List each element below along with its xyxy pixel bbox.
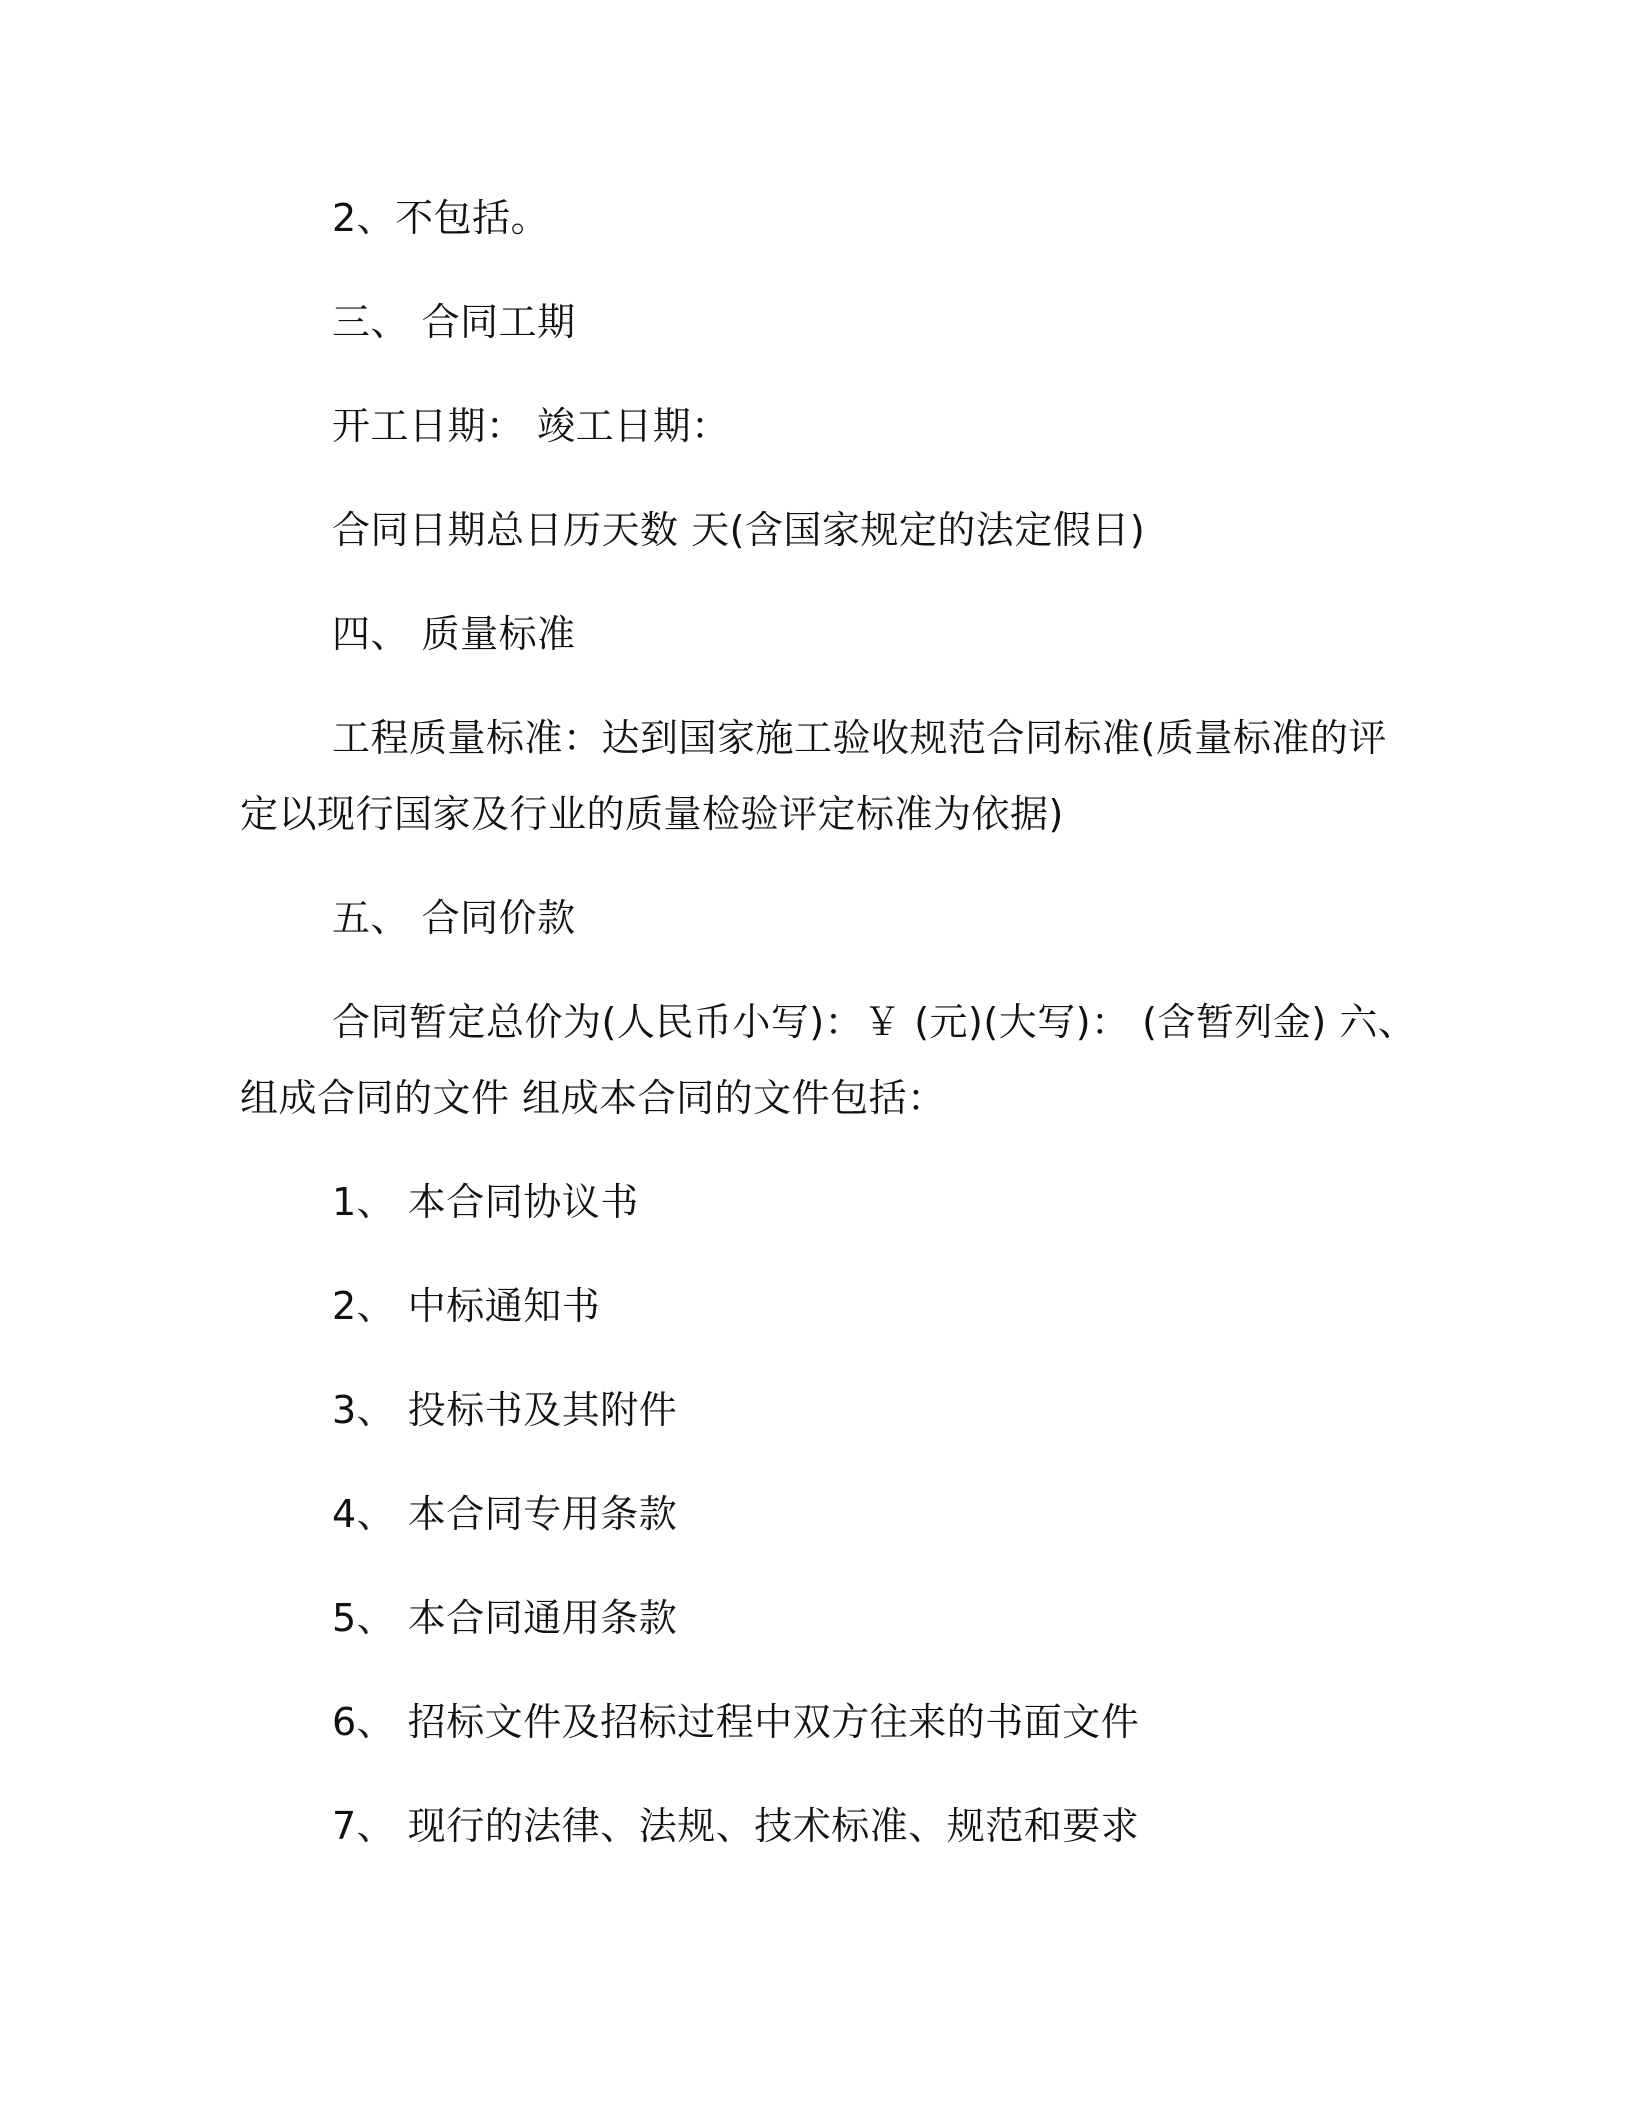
document-list-item-3: 3、 投标书及其附件 bbox=[332, 1388, 678, 1432]
quality-standard-paragraph-line-1: 工程质量标准：达到国家施工验收规范合同标准(质量标准的评 bbox=[332, 716, 1387, 760]
clause-2-exclusion: 2、不包括。 bbox=[332, 196, 550, 240]
document-list-item-5: 5、 本合同通用条款 bbox=[332, 1596, 678, 1640]
contract-price-paragraph-line-1: 合同暂定总价为(人民币小写)：￥ (元)(大写)： (含暂列金) 六、 bbox=[332, 1000, 1417, 1044]
contract-price-paragraph-line-2: 组成合同的文件 组成本合同的文件包括： bbox=[240, 1076, 946, 1120]
section-heading-contract-price: 五、 合同价款 bbox=[332, 896, 576, 940]
start-completion-dates: 开工日期： 竣工日期： bbox=[332, 404, 730, 448]
document-list-item-2: 2、 中标通知书 bbox=[332, 1284, 601, 1328]
document-list-item-7: 7、 现行的法律、法规、技术标准、规范和要求 bbox=[332, 1804, 1140, 1848]
document-list-item-4: 4、 本合同专用条款 bbox=[332, 1492, 678, 1536]
document-list-item-1: 1、 本合同协议书 bbox=[332, 1180, 639, 1224]
quality-standard-paragraph-line-2: 定以现行国家及行业的质量检验评定标准为依据) bbox=[240, 792, 1064, 836]
total-calendar-days: 合同日期总日历天数 天(含国家规定的法定假日) bbox=[332, 508, 1146, 552]
section-heading-contract-period: 三、 合同工期 bbox=[332, 300, 576, 344]
document-list-item-6: 6、 招标文件及招标过程中双方往来的书面文件 bbox=[332, 1700, 1140, 1744]
section-heading-quality-standard: 四、 质量标准 bbox=[332, 612, 576, 656]
